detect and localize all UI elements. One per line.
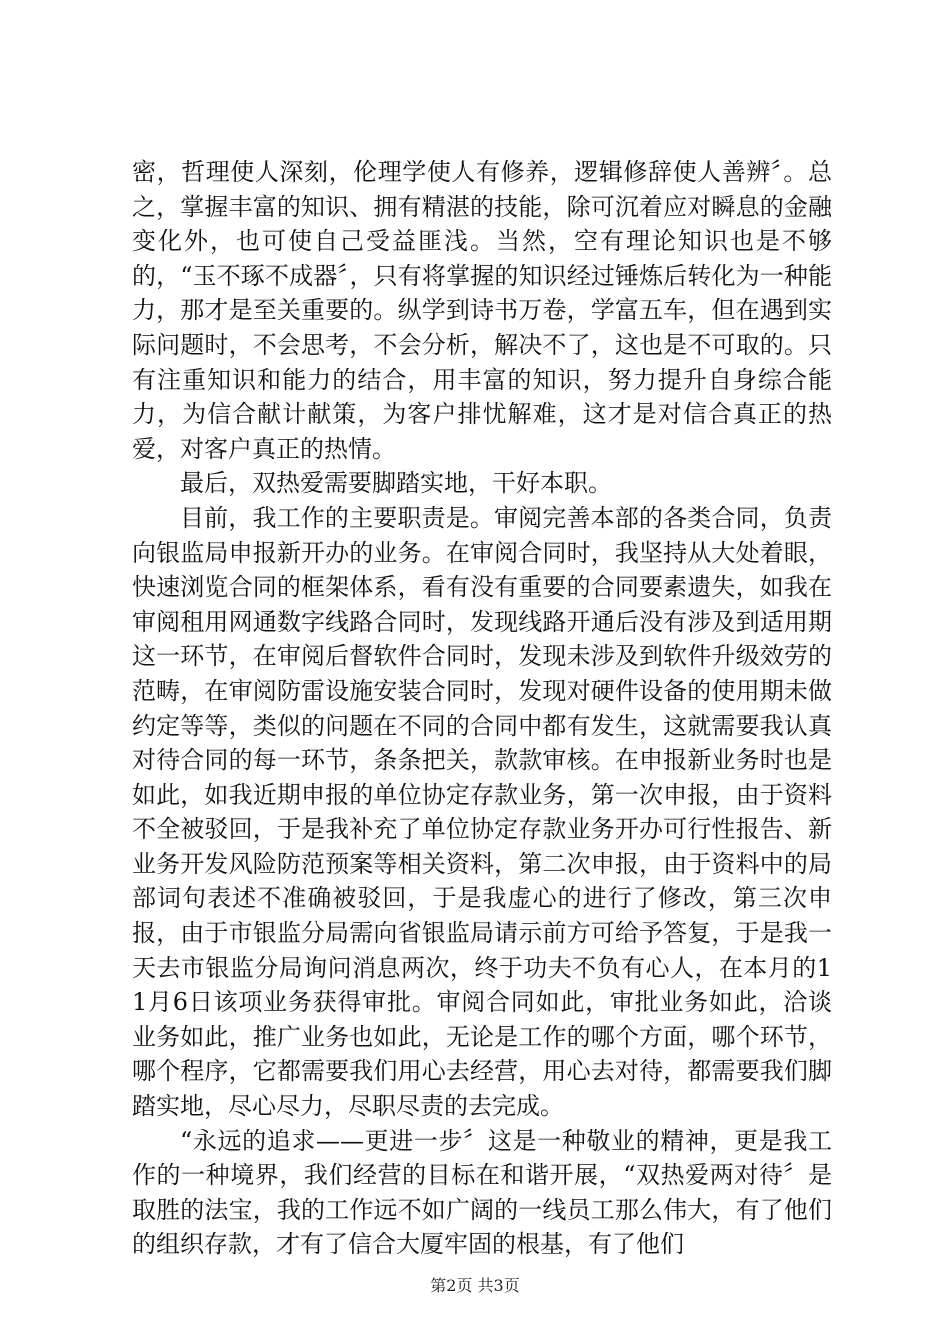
paragraph-duties: 目前，我工作的主要职责是。审阅完善本部的各类合同，负责向银监局申报新开办的业务。在审阅合同时，我坚持从大处着眼，快速浏览合同的框架体系，看有没有重要的合同要素遗失，如我在审阅租用网通数字线路合同时，发现线路开通后没有涉及到适用期这一环节，在审阅后督软件合同时，发现未涉及到软件升级效劳的范畴，在审阅防雷设施安装合同时，发现对硬件设备的使用期未做约定等等，类似的问题在不同的合同中都有发生，这就需要我认真对待合同的每一环节，条条把关，款款审核。在申报新业务时也是如此，如我近期申报的单位协定存款业务，第一次申报，由于资料不全被驳回，于是我补充了单位协定存款业务开办可行性报告、新业务开发风险防范预案等相关资料，第二次申报，由于资料中的局部词句表述不准确被驳回，于是我虚心的进行了修改，第三次申报，由于市银监分局需向省银监局请示前方可给予答复，于是我一天去市银监分局询问消息两次，终于功夫不负有心人，在本月的11月6日该项业务获得审批。审阅合同如此，审批业务如此，洽谈业务如此，推广业务也如此，无论是工作的哪个方面，哪个环节，哪个程序，它都需要我们用心去经营，用心去对待，都需要我们脚踏实地，尽心尽力，尽职尽责的去完成。 bbox=[132, 503, 832, 1121]
paragraph-continuation: 密，哲理使人深刻，伦理学使人有修养，逻辑修辞使人善辨〞。总之，掌握丰富的知识、拥有精湛的技能，除可沉着应对瞬息的金融变化外，也可使自己受益匪浅。当然，空有理论知识也是不够的，“玉不琢不成器〞，只有将掌握的知识经过锤炼后转化为一种能力，那才是至关重要的。纵学到诗书万卷，学富五车，但在遇到实际问题时，不会思考，不会分析，解决不了，这也是不可取的。只有注重知识和能力的结合，用丰富的知识，努力提升自身综合能力，为信合献计献策，为客户排忧解难，这才是对信合真正的热爱，对客户真正的热情。 bbox=[132, 158, 832, 463]
paragraph-pursuit: “永远的追求——更进一步〞这是一种敬业的精神，更是我工作的一种境界，我们经营的目标在和谐开展，“双热爱两对待〞是取胜的法宝，我的工作远不如广阔的一线员工那么伟大，有了他们的组织存款，才有了信合大厦牢固的根基，有了他们 bbox=[132, 1126, 832, 1259]
paragraph-conclusion-heading: 最后，双热爱需要脚踏实地，干好本职。 bbox=[180, 469, 612, 498]
document-body bbox=[132, 155, 832, 1262]
page-footer: 第2页 共3页 bbox=[430, 1276, 520, 1295]
